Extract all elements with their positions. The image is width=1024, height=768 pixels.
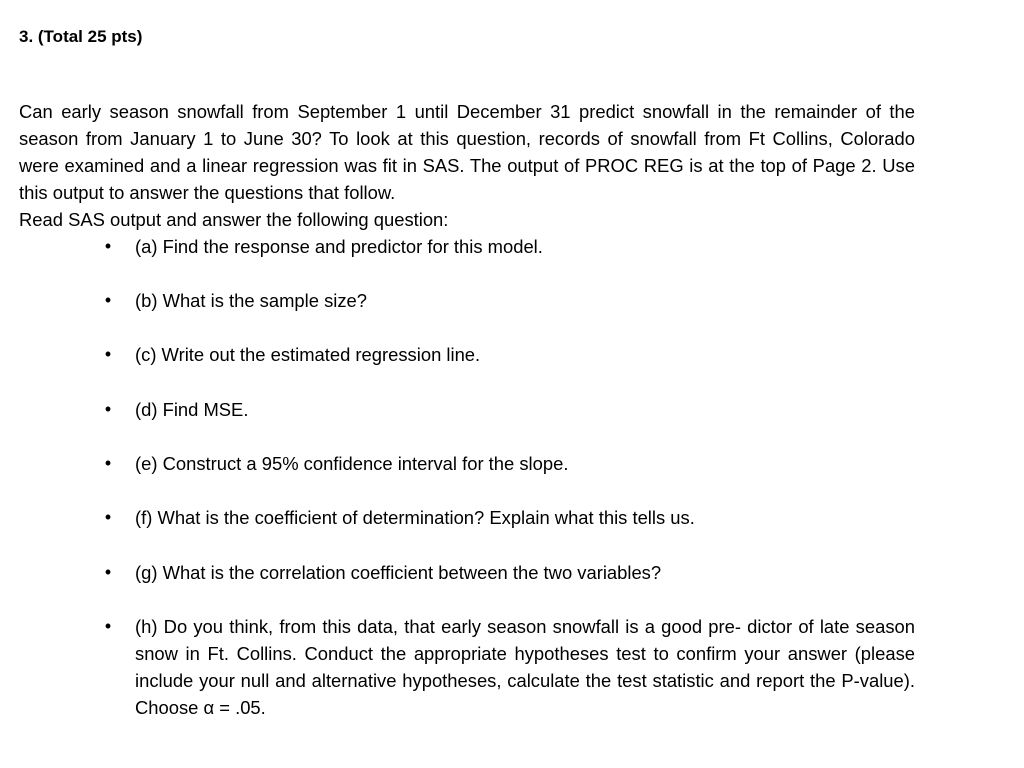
question-h	[104, 613, 915, 721]
question-text: (d) Find MSE.	[135, 399, 249, 420]
question-a	[104, 233, 915, 260]
bullet-icon: •	[104, 507, 112, 527]
bullet-icon: •	[104, 562, 112, 582]
question-e	[104, 450, 915, 477]
bullet-icon: •	[104, 290, 112, 310]
question-c	[104, 341, 915, 368]
bullet-icon: •	[104, 616, 112, 636]
question-g	[104, 559, 915, 586]
question-text: (e) Construct a 95% confidence interval for the slope.	[135, 453, 569, 474]
instruction-line: Read SAS output and answer the following question:	[19, 209, 449, 230]
question-text: (a) Find the response and predictor for this model.	[135, 236, 543, 257]
question-d	[104, 396, 915, 423]
question-text: (c) Write out the estimated regression line.	[135, 344, 481, 365]
question-b	[104, 287, 915, 314]
bullet-icon: •	[104, 453, 112, 473]
bullet-icon: •	[104, 344, 112, 364]
question-f	[104, 504, 915, 531]
problem-intro: Can early season snowfall from September 1 until December 31 predict snowfall in the remainder of the season from January 1 to June 30? To look at this question, records of snowfall from Ft Collins, Colorado were examined and a linear regression was fit in SAS. The output of PROC REG is at the top of Page 2. Use this output to answer the questions that follow.	[19, 101, 915, 203]
question-text: (h) Do you think, from this data, that early season snowfall is a good pre- dictor of late season snow in Ft. Collins. Conduct the appropriate hypotheses test to confirm your answer (please include your null and alternative hypotheses, calculate the test statistic and report the P-value). Choose α = .05.	[135, 616, 915, 718]
question-text: (b) What is the sample size?	[135, 290, 368, 311]
bullet-icon: •	[104, 399, 112, 419]
problem-heading: 3. (Total 25 pts)	[19, 27, 143, 46]
question-text: (f) What is the coefficient of determination? Explain what this tells us.	[135, 507, 695, 528]
question-text: (g) What is the correlation coefficient between the two variables?	[135, 562, 662, 583]
bullet-icon: •	[104, 236, 112, 256]
